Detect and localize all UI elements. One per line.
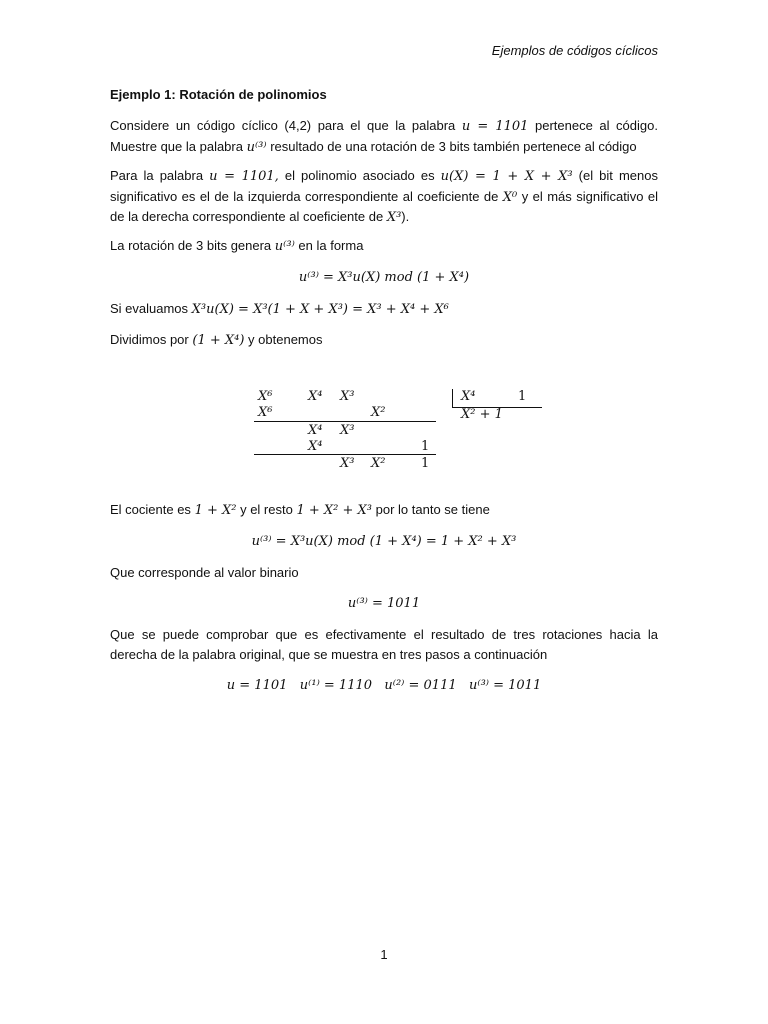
- text: Si evaluamos: [110, 301, 189, 316]
- subtract-term: X⁶: [258, 405, 273, 420]
- divisor-term: 1: [518, 389, 527, 404]
- math-inline: X⁰: [502, 189, 518, 205]
- paragraph-binary: Que corresponde al valor binario: [110, 565, 299, 580]
- division-rule: [254, 454, 436, 455]
- dividend-term: X⁶: [258, 389, 273, 404]
- equation-rotation: u⁽³⁾ = X³u(X) mod (1 + X⁴): [298, 270, 470, 285]
- divisor-term: X⁴: [461, 389, 476, 404]
- text: por lo tanto se tiene: [375, 502, 490, 517]
- text: Dividimos por: [110, 332, 189, 347]
- paragraph-verification: Que se puede comprobar que es efectivamente el resultado de tres rotaciones hacia la derecha de la palabra original, que se muestra en tres pasos a continuación: [110, 627, 658, 662]
- example-heading: Ejemplo 1: Rotación de polinomios: [110, 87, 327, 102]
- math-inline: u = 1101,: [209, 169, 279, 184]
- remainder-term: 1: [421, 456, 430, 471]
- text: Considere un código cíclico (4,2) para el que la palabra: [110, 118, 456, 133]
- partial-term: X³: [340, 423, 355, 438]
- math-inline: u⁽³⁾: [246, 139, 267, 155]
- text: y el resto: [240, 502, 293, 517]
- text: El cociente es: [110, 502, 191, 517]
- text: pertenece al código. Muestre que la palabra: [110, 118, 658, 154]
- text: y el más significativo el de la derecha correspondiente al coeficiente de: [110, 188, 658, 224]
- text: el polinomio asociado es: [284, 168, 435, 183]
- math-inline: X³u(X) = X³(1 + X + X³) = X³ + X⁴ + X⁶: [191, 302, 449, 317]
- quotient: X² + 1: [461, 407, 503, 422]
- math-inline: (1 + X⁴): [192, 333, 245, 348]
- remainder-term: X³: [340, 456, 355, 471]
- math-inline: u = 1101: [461, 119, 529, 134]
- subtract-term: 1: [421, 439, 430, 454]
- divisor-bracket: [452, 389, 453, 407]
- math-inline: u(X) = 1 + X + X³: [440, 169, 573, 184]
- subtract-term: X⁴: [308, 439, 323, 454]
- equation-result: u⁽³⁾ = X³u(X) mod (1 + X⁴) = 1 + X² + X³: [251, 534, 517, 549]
- text: La rotación de 3 bits genera: [110, 238, 272, 253]
- text: resultado de una rotación de 3 bits también pertenece al código: [270, 138, 637, 154]
- math-inline: X³: [386, 210, 402, 225]
- math-inline: 1 + X²: [194, 503, 237, 518]
- division-rule: [254, 421, 436, 422]
- text: Para la palabra: [110, 168, 204, 183]
- paragraph-quotient: [110, 500, 658, 521]
- page-number: 1: [380, 947, 388, 962]
- running-header: Ejemplos de códigos cíclicos: [491, 43, 658, 58]
- dividend-term: X³: [340, 389, 355, 404]
- text: ).: [401, 209, 410, 224]
- dividend-term: X⁴: [308, 389, 323, 404]
- partial-term: X⁴: [308, 423, 323, 438]
- text: y obtenemos: [248, 332, 323, 347]
- equation-rotations: u = 1101 u⁽¹⁾ = 1110 u⁽²⁾ = 0111 u⁽³⁾ = 1011: [226, 678, 542, 693]
- subtract-term: X²: [371, 405, 386, 420]
- equation-binary: u⁽³⁾ = 1011: [347, 596, 421, 611]
- math-inline: u⁽³⁾: [274, 239, 295, 254]
- text: (el bit menos significativo es el de la izquierda correspondiente al coeficiente de: [110, 168, 658, 204]
- remainder-term: X²: [371, 456, 386, 471]
- math-inline: 1 + X² + X³: [296, 503, 372, 518]
- text: en la forma: [298, 238, 364, 253]
